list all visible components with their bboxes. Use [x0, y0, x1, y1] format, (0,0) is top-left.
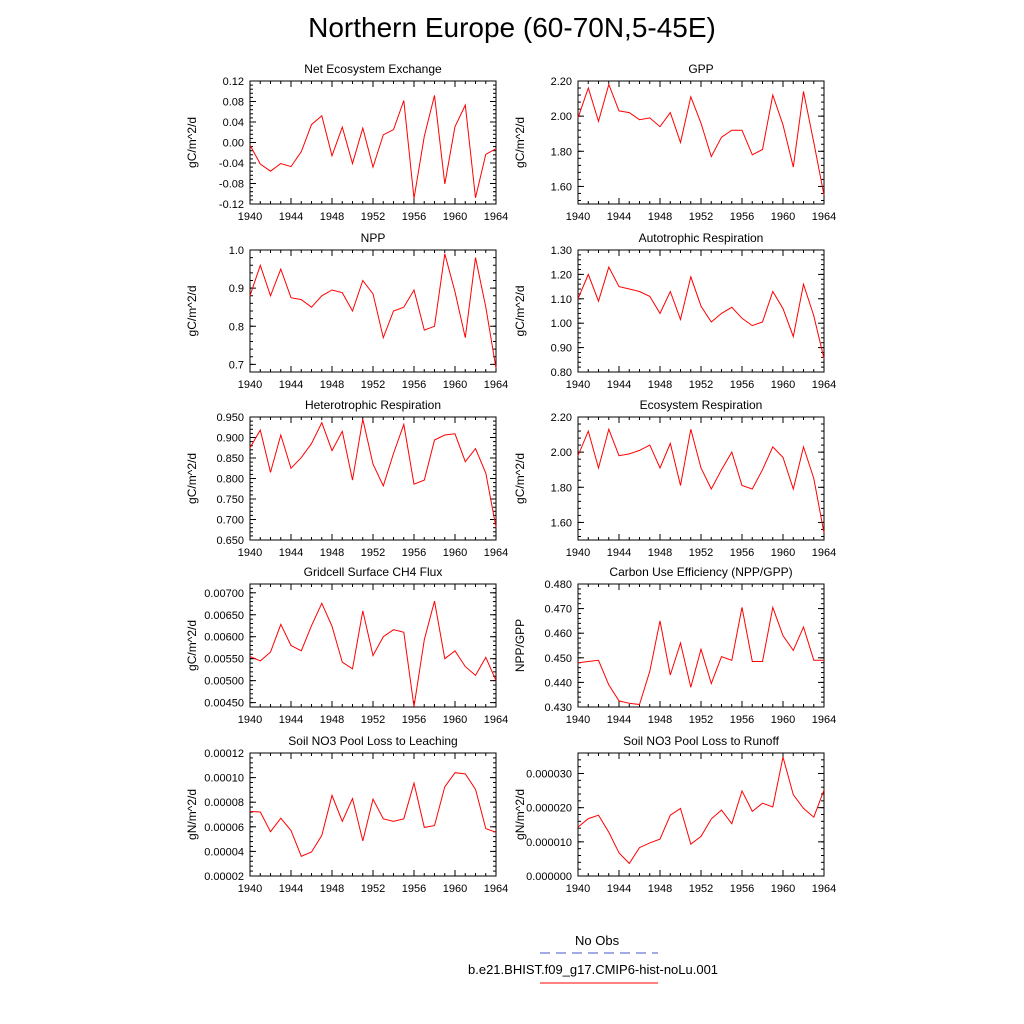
y-tick-label: 0.450 [544, 652, 572, 665]
y-tick-label: 0.00 [222, 137, 244, 150]
legend-label-no-obs: No Obs [575, 933, 620, 948]
x-tick-label: 1944 [278, 547, 304, 559]
plot-frame [250, 81, 496, 204]
x-tick-label: 1952 [360, 883, 386, 895]
x-tick-label: 1948 [647, 883, 673, 895]
y-axis-label: gC/m^2/d [513, 117, 527, 168]
x-tick-label: 1960 [770, 714, 796, 726]
x-tick-label: 1956 [729, 883, 755, 895]
chart-panel-gridcell-surface-ch4-flux [185, 565, 508, 726]
x-tick-label: 1944 [606, 547, 632, 559]
plot-frame [250, 753, 496, 876]
y-axis-label: NPP/GPP [513, 618, 527, 673]
y-tick-label: 2.20 [550, 76, 572, 88]
y-tick-label: 0.000020 [526, 802, 572, 815]
y-tick-label: 0.08 [222, 96, 244, 109]
chart-title: Autotrophic Respiration [638, 231, 764, 245]
series-line-soil-no3-pool-loss-to-runoff [578, 757, 824, 863]
y-axis-label: gN/m^2/d [513, 789, 527, 840]
y-tick-label: 1.80 [550, 482, 572, 495]
y-tick-label: 1.60 [550, 181, 572, 194]
y-tick-label: 0.430 [544, 702, 572, 714]
y-tick-label: 0.00450 [204, 697, 244, 710]
y-tick-label: 0.00550 [204, 653, 244, 666]
chart-panel-ecosystem-respiration [513, 398, 836, 559]
x-tick-label: 1952 [360, 714, 386, 726]
y-tick-label: 1.0 [228, 245, 244, 257]
x-tick-label: 1948 [647, 379, 673, 391]
x-tick-label: 1964 [483, 714, 509, 726]
x-tick-label: 1948 [647, 547, 673, 559]
series-line-soil-no3-pool-loss-to-leaching [250, 773, 496, 857]
series-line-gridcell-surface-ch4-flux [250, 601, 496, 707]
x-tick-label: 1944 [606, 211, 632, 223]
x-tick-label: 1956 [729, 714, 755, 726]
chart-panel-gpp [513, 62, 836, 223]
y-tick-label: 0.00700 [204, 587, 244, 600]
y-tick-label: 0.000030 [526, 768, 572, 781]
chart-title: Gridcell Surface CH4 Flux [303, 565, 443, 579]
x-tick-label: 1944 [606, 883, 632, 895]
x-tick-label: 1956 [401, 379, 427, 391]
x-tick-label: 1944 [278, 211, 304, 223]
series-line-net-ecosystem-exchange [250, 95, 496, 198]
y-tick-label: 0.12 [222, 76, 244, 88]
chart-title: Carbon Use Efficiency (NPP/GPP) [609, 565, 793, 579]
x-tick-label: 1956 [401, 883, 427, 895]
x-tick-label: 1940 [237, 883, 263, 895]
x-tick-label: 1964 [811, 547, 837, 559]
y-tick-label: 2.00 [550, 111, 572, 124]
x-tick-label: 1940 [237, 211, 263, 223]
x-tick-label: 1944 [606, 379, 632, 391]
x-tick-label: 1964 [483, 379, 509, 391]
x-tick-label: 1960 [442, 714, 468, 726]
plot-frame [250, 417, 496, 540]
y-tick-label: 0.00008 [204, 797, 244, 810]
x-tick-label: 1948 [319, 211, 345, 223]
x-tick-label: 1940 [565, 379, 591, 391]
x-tick-label: 1940 [237, 714, 263, 726]
y-axis-label: gC/m^2/d [185, 453, 199, 504]
y-axis-label: gC/m^2/d [513, 285, 527, 337]
x-tick-label: 1948 [319, 547, 345, 559]
y-tick-label: 0.850 [216, 453, 244, 465]
y-tick-label: 1.30 [550, 245, 572, 257]
x-tick-label: 1964 [811, 379, 837, 391]
y-axis-label: gN/m^2/d [185, 789, 199, 840]
series-line-gpp [578, 85, 824, 196]
x-tick-label: 1964 [483, 211, 509, 223]
y-tick-label: 1.60 [550, 517, 572, 530]
y-axis-label: gC/m^2/d [185, 620, 199, 671]
x-tick-label: 1952 [360, 547, 386, 559]
chart-title: Net Ecosystem Exchange [304, 62, 442, 76]
page-title: Northern Europe (60-70N,5-45E) [308, 12, 716, 43]
series-line-autotrophic-respiration [578, 267, 824, 359]
x-tick-label: 1948 [647, 211, 673, 223]
x-tick-label: 1956 [401, 714, 427, 726]
y-axis-label: gC/m^2/d [185, 285, 199, 337]
y-tick-label: -0.04 [218, 158, 244, 170]
x-tick-label: 1952 [360, 211, 386, 223]
x-tick-label: 1940 [237, 547, 263, 559]
x-tick-label: 1944 [278, 883, 304, 895]
y-tick-label: 0.480 [544, 579, 572, 591]
y-tick-label: 0.00004 [204, 846, 244, 859]
chart-panel-net-ecosystem-exchange [185, 62, 508, 223]
chart-title: Ecosystem Respiration [639, 398, 763, 412]
y-tick-label: 0.000000 [526, 871, 572, 883]
x-tick-label: 1952 [688, 211, 714, 223]
chart-title: GPP [688, 62, 714, 76]
x-tick-label: 1964 [483, 883, 509, 895]
y-tick-label: 0.90 [550, 342, 572, 355]
plot-frame [578, 584, 824, 707]
chart-panel-soil-no3-pool-loss-to-leaching [185, 734, 508, 895]
x-tick-label: 1948 [319, 714, 345, 726]
series-line-carbon-use-efficiency-npp-gpp [578, 607, 824, 704]
y-tick-label: 1.10 [550, 293, 572, 306]
y-tick-label: 1.20 [550, 269, 572, 282]
chart-panel-heterotrophic-respiration [185, 398, 508, 559]
x-tick-label: 1940 [565, 547, 591, 559]
chart-title: NPP [360, 231, 386, 245]
y-tick-label: 0.460 [544, 628, 572, 641]
y-axis-label: gC/m^2/d [513, 453, 527, 504]
x-tick-label: 1940 [237, 379, 263, 391]
y-tick-label: 0.80 [550, 367, 572, 379]
y-axis-label: gC/m^2/d [185, 117, 199, 168]
y-tick-label: 1.00 [550, 318, 572, 331]
x-tick-label: 1940 [565, 883, 591, 895]
x-tick-label: 1960 [442, 883, 468, 895]
y-tick-label: 0.8 [228, 321, 244, 334]
y-tick-label: 0.650 [216, 535, 244, 547]
x-tick-label: 1952 [688, 883, 714, 895]
x-tick-label: 1952 [688, 714, 714, 726]
chart-title: Heterotrophic Respiration [304, 398, 442, 412]
x-tick-label: 1940 [565, 714, 591, 726]
x-tick-label: 1944 [278, 714, 304, 726]
y-tick-label: 0.00600 [204, 631, 244, 644]
plot-frame [250, 584, 496, 707]
y-tick-label: 0.7 [228, 359, 244, 372]
plot-frame [578, 417, 824, 540]
chart-panel-npp [185, 231, 508, 391]
x-tick-label: 1948 [319, 379, 345, 391]
x-tick-label: 1944 [606, 714, 632, 726]
y-tick-label: 1.80 [550, 146, 572, 159]
chart-panel-autotrophic-respiration [513, 231, 836, 391]
y-tick-label: 0.00010 [204, 772, 244, 785]
x-tick-label: 1944 [278, 379, 304, 391]
y-tick-label: 0.00012 [204, 748, 244, 760]
y-tick-label: 0.00006 [204, 821, 244, 834]
y-tick-label: -0.12 [218, 199, 244, 211]
x-tick-label: 1960 [442, 547, 468, 559]
x-tick-label: 1956 [729, 211, 755, 223]
x-tick-label: 1956 [729, 379, 755, 391]
x-tick-label: 1956 [401, 211, 427, 223]
x-tick-label: 1960 [770, 211, 796, 223]
x-tick-label: 1956 [401, 547, 427, 559]
plot-frame [578, 250, 824, 372]
y-tick-label: 2.20 [550, 412, 572, 424]
x-tick-label: 1960 [442, 379, 468, 391]
y-tick-label: 0.470 [544, 603, 572, 616]
y-tick-label: -0.08 [218, 178, 244, 191]
x-tick-label: 1948 [647, 714, 673, 726]
y-tick-label: 0.800 [216, 473, 244, 486]
x-tick-label: 1952 [360, 379, 386, 391]
x-tick-label: 1960 [442, 211, 468, 223]
y-tick-label: 0.9 [228, 283, 244, 296]
x-tick-label: 1964 [811, 714, 837, 726]
x-tick-label: 1964 [811, 883, 837, 895]
x-tick-label: 1964 [483, 547, 509, 559]
series-line-npp [250, 254, 496, 368]
x-tick-label: 1956 [729, 547, 755, 559]
chart-panel-soil-no3-pool-loss-to-runoff [513, 734, 836, 895]
x-tick-label: 1952 [688, 547, 714, 559]
series-line-heterotrophic-respiration [250, 419, 496, 527]
x-tick-label: 1960 [770, 547, 796, 559]
y-tick-label: 2.00 [550, 447, 572, 460]
y-tick-label: 0.950 [216, 412, 244, 424]
y-tick-label: 0.00500 [204, 675, 244, 688]
y-tick-label: 0.00002 [204, 871, 244, 883]
y-tick-label: 0.700 [216, 514, 244, 527]
y-tick-label: 0.440 [544, 677, 572, 690]
y-tick-label: 0.000010 [526, 836, 572, 849]
x-tick-label: 1952 [688, 379, 714, 391]
x-tick-label: 1960 [770, 379, 796, 391]
x-tick-label: 1960 [770, 883, 796, 895]
x-tick-label: 1940 [565, 211, 591, 223]
y-tick-label: 0.750 [216, 494, 244, 506]
chart-title: Soil NO3 Pool Loss to Leaching [288, 734, 458, 748]
x-tick-label: 1964 [811, 211, 837, 223]
y-tick-label: 0.04 [222, 117, 244, 129]
y-tick-label: 0.900 [216, 432, 244, 445]
chart-panel-carbon-use-efficiency-npp-gpp [513, 565, 836, 726]
x-tick-label: 1948 [319, 883, 345, 895]
chart-title: Soil NO3 Pool Loss to Runoff [623, 734, 779, 748]
y-tick-label: 0.00650 [204, 609, 244, 622]
series-line-ecosystem-respiration [578, 429, 824, 533]
legend-label-model: b.e21.BHIST.f09_g17.CMIP6-hist-noLu.001 [468, 962, 719, 977]
